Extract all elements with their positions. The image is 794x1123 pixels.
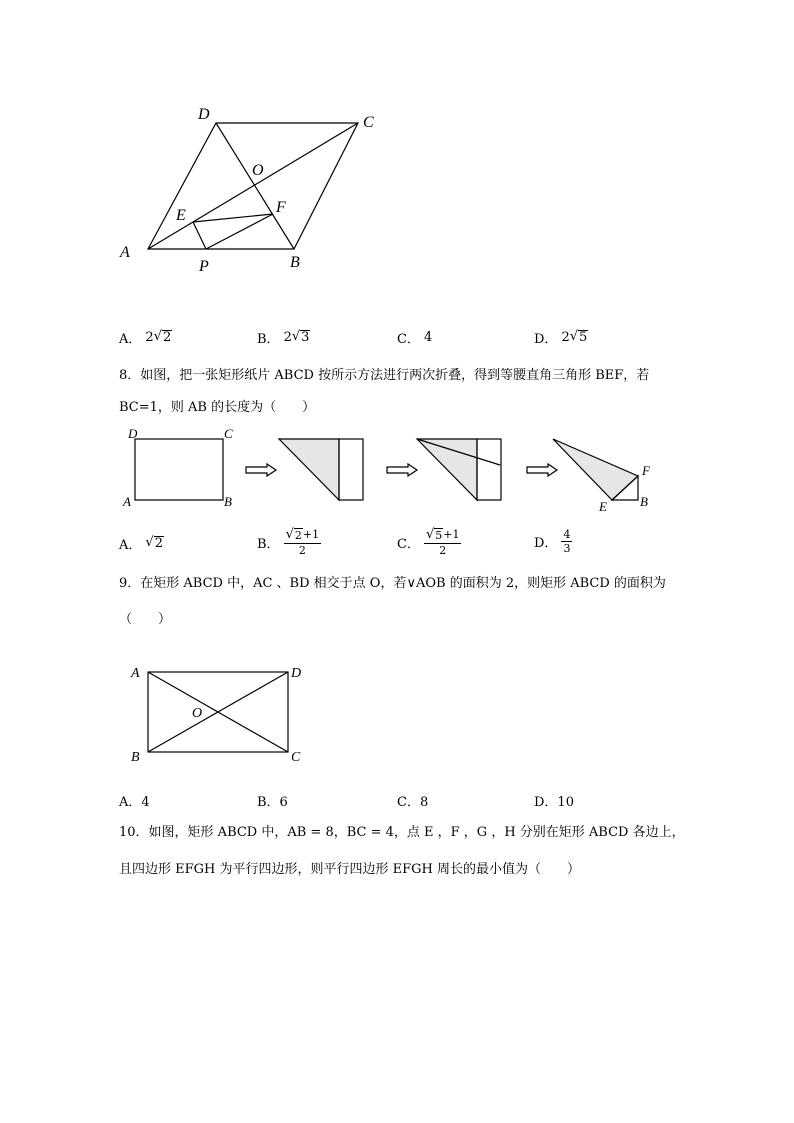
q7-option-d[interactable]: D． 2 √ 5	[534, 329, 588, 347]
label-a: A	[123, 494, 131, 509]
label-e: E	[176, 207, 186, 224]
q9-options	[119, 791, 719, 811]
q8-option-b[interactable]: B． √ 2 +1 2	[257, 527, 320, 557]
q9-line-1: 9．在矩形 ABCD 中，AC 、BD 相交于点 O，若∨AOB 的面积为 2，则矩形 ABCD 的面积为	[119, 576, 666, 591]
q9-option-b[interactable]: B．6	[257, 795, 288, 810]
sqrt-symbol: √ 3	[291, 329, 310, 345]
folded-strip-2	[477, 439, 501, 500]
label-d: D	[128, 426, 138, 441]
sqrt-symbol: √ 5	[569, 329, 588, 345]
label-c: C	[363, 114, 374, 131]
q10-line-1: 10．如图，矩形 ABCD 中，AB = 8，BC = 4，点 E ，F ，G ，H 分别在矩形 ABCD 各边上，	[119, 825, 685, 840]
rectangle-abcd	[135, 439, 223, 500]
q7-option-a[interactable]: A． 2 √ 2	[119, 329, 172, 347]
q7-option-b[interactable]: B． 2 √ 3	[257, 329, 310, 347]
q7-option-c[interactable]: C． 4	[397, 330, 433, 347]
label-d: D	[198, 106, 210, 123]
label-e: E	[599, 499, 607, 514]
label-a: A	[131, 666, 140, 681]
fraction: √ 5 +1 2	[425, 527, 460, 557]
arrow-icon	[246, 464, 276, 476]
q9-option-c[interactable]: C．8	[397, 795, 429, 810]
q8-option-c[interactable]: C． √ 5 +1 2	[397, 527, 460, 557]
q7-options	[119, 328, 719, 348]
q9-figure	[125, 660, 315, 770]
arrow-icon	[527, 464, 557, 476]
q8-line-1: 8．如图，把一张矩形纸片 ABCD 按所示方法进行两次折叠，得到等腰直角三角形 BEF，若	[119, 368, 650, 383]
q8-option-d[interactable]: D． $\frac{4}{3}$	[534, 528, 571, 555]
q8-figure	[115, 425, 675, 520]
q10-line-2: 且四边形 EFGH 为平行四边形，则平行四边形 EFGH 周长的最小值为（ ）	[119, 862, 580, 877]
fraction: $\frac{4}{3}$	[563, 528, 571, 555]
label-a: A	[120, 244, 130, 261]
q7-figure	[110, 95, 410, 285]
label-c: C	[291, 750, 301, 765]
label-d: D	[291, 666, 302, 681]
segment-ep	[193, 222, 206, 249]
q8-line-2: BC=1，则 AB 的长度为（ ）	[119, 400, 316, 415]
triangle-bef	[553, 439, 638, 500]
sqrt-symbol: √ 2	[153, 329, 172, 345]
fraction: √ 2 +1 2	[285, 527, 320, 557]
q8-options	[119, 528, 719, 560]
sqrt-symbol: √ 2	[145, 535, 163, 551]
q9-option-a[interactable]: A．4	[119, 795, 150, 810]
label-c: C	[224, 426, 233, 441]
arrow-icon	[387, 464, 417, 476]
label-f: F	[276, 199, 286, 216]
label-o: O	[192, 706, 203, 721]
folded-strip	[339, 439, 363, 500]
label-b: B	[131, 750, 140, 765]
label-o: O	[252, 162, 264, 179]
q9-option-d[interactable]: D．10	[534, 795, 574, 810]
label-p: P	[199, 258, 209, 275]
folded-triangle	[279, 439, 339, 500]
label-b: B	[290, 254, 300, 271]
q8-option-a[interactable]: A． √ 2	[119, 535, 163, 553]
diagonal-bd	[216, 123, 294, 249]
label-b2: B	[640, 494, 648, 509]
label-b: B	[224, 494, 232, 509]
label-f: F	[642, 463, 650, 478]
q9-line-2: （ ）	[119, 612, 172, 627]
